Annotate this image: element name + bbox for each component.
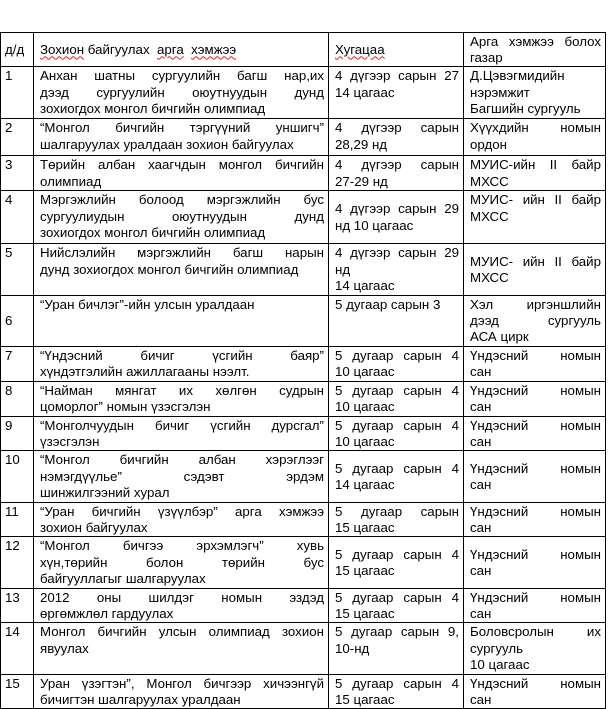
time-line: 4 дүгээр сарын 29: [335, 201, 459, 217]
place-cell: [464, 346, 606, 381]
row-number-text: 3: [5, 157, 13, 173]
table-row: [1, 156, 606, 191]
time-line: 14 цагаас: [335, 84, 395, 100]
event-line: зохиогдох монгол бичгийн олимпиад: [40, 101, 266, 117]
time-line: 15 цагаас: [335, 606, 395, 622]
table-row: [1, 588, 606, 623]
row-number: [1, 674, 34, 709]
place-line: Хэл иргэншлийн: [470, 296, 601, 312]
place-line: Үндэсний номын: [470, 460, 601, 476]
place-cell: [464, 502, 606, 537]
place-line: сан: [470, 433, 492, 449]
time-cell: [329, 295, 464, 346]
row-number: [1, 623, 34, 674]
time-cell: [329, 67, 464, 119]
place-line: Үндэсний номын: [470, 347, 601, 363]
place-line: Боловсролын их: [470, 624, 601, 640]
time-cell: [329, 119, 464, 156]
table-row: [1, 674, 606, 709]
header-event-word: Зохион: [40, 41, 85, 57]
table-row: [1, 381, 606, 416]
time-line: 10 цагаас: [335, 399, 395, 415]
time-line: 5 дугаар сарын 9,: [335, 624, 459, 640]
event-line: 2012 оны шилдэг номын эздэд: [40, 589, 324, 605]
event-line: “Монголчуудын бичиг үсгийн дурсгал”: [40, 417, 324, 433]
event-cell: [34, 588, 329, 623]
place-cell: [464, 119, 606, 156]
event-line: дээд сургуулийн оюутнуудын дунд: [40, 84, 324, 100]
place-line: дээд сургууль: [470, 312, 601, 328]
event-line: шалгаруулах уралдаан зохион байгуулах: [40, 136, 294, 152]
event-line: зохиогдох монгол бичгийн олимпиад: [40, 225, 266, 241]
time-line: 5 дугаар сарын 3: [335, 296, 441, 312]
place-line: МУИС- ийн II байр: [470, 253, 601, 269]
time-line: 14 цагаас: [335, 278, 395, 294]
place-line: Үндэсний номын: [470, 589, 601, 605]
place-line: МХСС: [470, 208, 509, 224]
place-cell: [464, 191, 606, 244]
row-number-text: 13: [5, 589, 20, 605]
table-row: [1, 67, 606, 119]
place-line: 10 цагаас: [470, 657, 530, 673]
event-cell: [34, 537, 329, 588]
row-number: [1, 191, 34, 244]
table-row: [1, 119, 606, 156]
place-line: сан: [470, 606, 492, 622]
place-line: Үндэсний номын: [470, 546, 601, 562]
place-cell: [464, 537, 606, 588]
place-line: Үндэсний номын: [470, 675, 601, 691]
time-cell: [329, 156, 464, 191]
header-event-word: хэмжээ: [191, 41, 237, 57]
event-line: хүндэтгэлийн ажиллагааны нээлт.: [40, 364, 250, 380]
time-cell: [329, 191, 464, 244]
row-number: [1, 588, 34, 623]
event-line: үзэсгэлэн: [40, 433, 100, 449]
place-cell: [464, 674, 606, 709]
time-line: 4 дүгээр сарын: [335, 157, 459, 173]
time-cell: [329, 623, 464, 674]
row-number-text: 6: [5, 312, 13, 328]
place-cell: [464, 244, 606, 295]
place-line: Д.Цэвэгмидийн: [470, 68, 565, 84]
event-cell: [34, 346, 329, 381]
event-line: дунд зохиогдох монгол бичгийн олимпиад: [40, 261, 299, 277]
place-line: Үндэсний номын: [470, 417, 601, 433]
row-number: [1, 156, 34, 191]
table-header-row: [1, 0, 606, 32]
event-line: бичигтэн шалгаруулах уралдаан: [40, 692, 241, 708]
event-line: Нийслэлийн мэргэжлийн багш нарын: [40, 245, 324, 261]
place-line: Үндэсний номын: [470, 503, 601, 519]
row-number: [1, 67, 34, 119]
time-line: 5 дугаар сарын 4: [335, 347, 459, 363]
event-line: өргөмжлөл гардуулах: [40, 606, 174, 622]
event-line: цоморлог” номын үзэсгэлэн: [40, 399, 211, 415]
place-line: сан: [470, 692, 492, 708]
row-number: [1, 295, 34, 346]
row-number-text: 10: [5, 452, 20, 468]
row-number: [1, 119, 34, 156]
event-cell: [34, 416, 329, 451]
row-number-text: 2: [5, 120, 13, 136]
event-line: шинжилгээний хурал: [40, 485, 170, 501]
table-row: [1, 502, 606, 537]
row-number: [1, 346, 34, 381]
event-line: сургуулиудын оюутнуудын дунд: [40, 208, 324, 224]
event-cell: [34, 381, 329, 416]
table-header-row: [1, 32, 606, 67]
place-cell: [464, 451, 606, 502]
place-line: МУИС-ийн II байр: [470, 157, 601, 173]
event-cell: [34, 119, 329, 156]
table-row: [1, 537, 606, 588]
event-line: хүн,төрийн болон төрийн бус: [40, 554, 324, 570]
time-cell: [329, 674, 464, 709]
time-line: 10-нд: [335, 640, 370, 656]
time-cell: [329, 588, 464, 623]
place-line: сургууль: [470, 640, 524, 656]
place-line: сан: [470, 520, 492, 535]
time-line: нд: [335, 261, 351, 277]
place-line: МХСС: [470, 269, 509, 285]
time-line: 4 дүгээр сарын 27: [335, 68, 459, 84]
row-number-text: 14: [5, 624, 20, 640]
place-line: нэрэмжит: [470, 84, 530, 100]
table-row: [1, 346, 606, 381]
row-number-text: 11: [5, 503, 19, 519]
event-cell: [34, 295, 329, 346]
time-line: 5 дугаар сарын 4: [335, 675, 459, 691]
header-event-word: арга: [156, 41, 184, 57]
row-number: [1, 416, 34, 451]
time-cell: [329, 502, 464, 537]
place-line: ордон: [470, 136, 507, 152]
row-number: [1, 537, 34, 588]
time-line: 15 цагаас: [335, 563, 395, 579]
event-line: Монгол бичгийн улсын олимпиад зохион: [40, 624, 324, 640]
table-row: [1, 244, 606, 295]
time-line: 5 дугаар сарын 4: [335, 589, 459, 605]
time-line: 14 цагаас: [335, 476, 395, 492]
event-line: олимпиад: [40, 173, 102, 189]
row-number-text: 1: [5, 68, 13, 84]
time-line: 5 дугаар сарын: [335, 503, 459, 519]
time-line: 15 цагаас: [335, 692, 395, 708]
event-line: Мэргэжлийн болоод мэргэжлийн бус: [40, 192, 324, 208]
table-row: [1, 416, 606, 451]
row-number-text: 4: [5, 192, 13, 208]
time-cell: [329, 451, 464, 502]
event-cell: [34, 191, 329, 244]
event-line: “Монгол бичгийн албан хэрэглээг: [40, 452, 324, 468]
row-number-text: 7: [5, 347, 13, 363]
event-cell: [34, 451, 329, 502]
place-line: АСА цирк: [470, 329, 529, 345]
header-event-word: байгуулах: [87, 41, 150, 57]
header-event: [34, 32, 329, 67]
event-line: Уран үзэгтэн”, Монгол бичгээр хичээнгүй: [40, 675, 324, 691]
place-line: сан: [470, 563, 492, 579]
place-line: Багшийн сургууль: [470, 101, 581, 117]
time-line: 5 дугаар сарын 4: [335, 417, 459, 433]
event-line: “Уран бичлэг”-ийн улсын уралдаан: [40, 296, 255, 312]
time-line: 5 дугаар сарын 4: [335, 460, 459, 476]
event-line: явуулах: [40, 640, 89, 656]
event-cell: [34, 156, 329, 191]
time-cell: [329, 346, 464, 381]
row-number-text: 8: [5, 382, 13, 398]
time-line: 4 дүгээр сарын 29: [335, 245, 459, 261]
table-row: [1, 623, 606, 674]
header-place: Арга хэмжээ болох газар: [464, 32, 606, 67]
time-cell: [329, 381, 464, 416]
time-line: 5 дугаар сарын 4: [335, 382, 459, 398]
row-number: [1, 381, 34, 416]
event-line: байгууллагыг шалгаруулах: [40, 571, 206, 587]
place-cell: [464, 295, 606, 346]
table-row: [1, 191, 606, 244]
event-cell: [34, 244, 329, 295]
event-line: “Үндэсний бичиг үсгийн баяр”: [40, 347, 324, 363]
event-line: “Монгол бичгээ эрхэмлэгч” хувь: [40, 538, 324, 554]
table-row: [1, 451, 606, 502]
place-cell: [464, 381, 606, 416]
header-number: д/д: [1, 32, 34, 67]
event-cell: [34, 67, 329, 119]
place-cell: [464, 623, 606, 674]
place-line: МУИС- ийн II байр: [470, 192, 601, 208]
row-number: [1, 244, 34, 295]
event-cell: [34, 674, 329, 709]
place-line: Үндэсний номын: [470, 382, 601, 398]
event-line: “Уран бичгийн үзүүлбэр” арга хэмжээ: [40, 503, 324, 519]
row-number-text: 12: [5, 538, 20, 554]
row-number-text: 15: [5, 675, 20, 691]
event-cell: [34, 623, 329, 674]
time-cell: [329, 537, 464, 588]
time-line: 28,29 нд: [335, 136, 388, 152]
time-line: 5 дугаар сарын 4: [335, 546, 459, 562]
place-cell: [464, 416, 606, 451]
row-number-text: 9: [5, 417, 13, 433]
time-line: 15 цагаас: [335, 520, 395, 535]
time-line: нд 10 цагаас: [335, 217, 414, 233]
time-line: 27-29 нд: [335, 173, 388, 189]
time-line: 10 цагаас: [335, 364, 395, 380]
event-cell: [34, 502, 329, 537]
time-line: 4 дүгээр сарын: [335, 120, 459, 136]
place-line: сан: [470, 476, 492, 492]
event-line: зохион байгуулах: [40, 520, 148, 535]
event-line: “Найман мянгат их хөлгөн судрын: [40, 382, 324, 398]
time-line: 10 цагаас: [335, 433, 395, 449]
event-line: “Монгол бичгийн тэргүүний уншигч”: [40, 120, 324, 136]
time-cell: [329, 244, 464, 295]
place-cell: [464, 156, 606, 191]
row-number-text: 5: [5, 245, 13, 261]
row-number: [1, 451, 34, 502]
place-line: МХСС: [470, 173, 509, 189]
place-line: Хүүхдийн номын: [470, 120, 601, 136]
event-line: Төрийн албан хаагчдын монгол бичгийн: [40, 157, 324, 173]
table-row: [1, 295, 606, 346]
event-line: нэмэгдүүлье” сэдэвт эрдэм: [40, 468, 324, 484]
place-line: сан: [470, 364, 492, 380]
header-time: Хугацаа: [329, 32, 464, 67]
time-cell: [329, 416, 464, 451]
row-number: [1, 502, 34, 537]
place-cell: [464, 588, 606, 623]
place-line: сан: [470, 399, 492, 415]
event-line: Анхан шатны сургуулийн багш нар,их: [40, 68, 324, 84]
place-cell: [464, 67, 606, 119]
